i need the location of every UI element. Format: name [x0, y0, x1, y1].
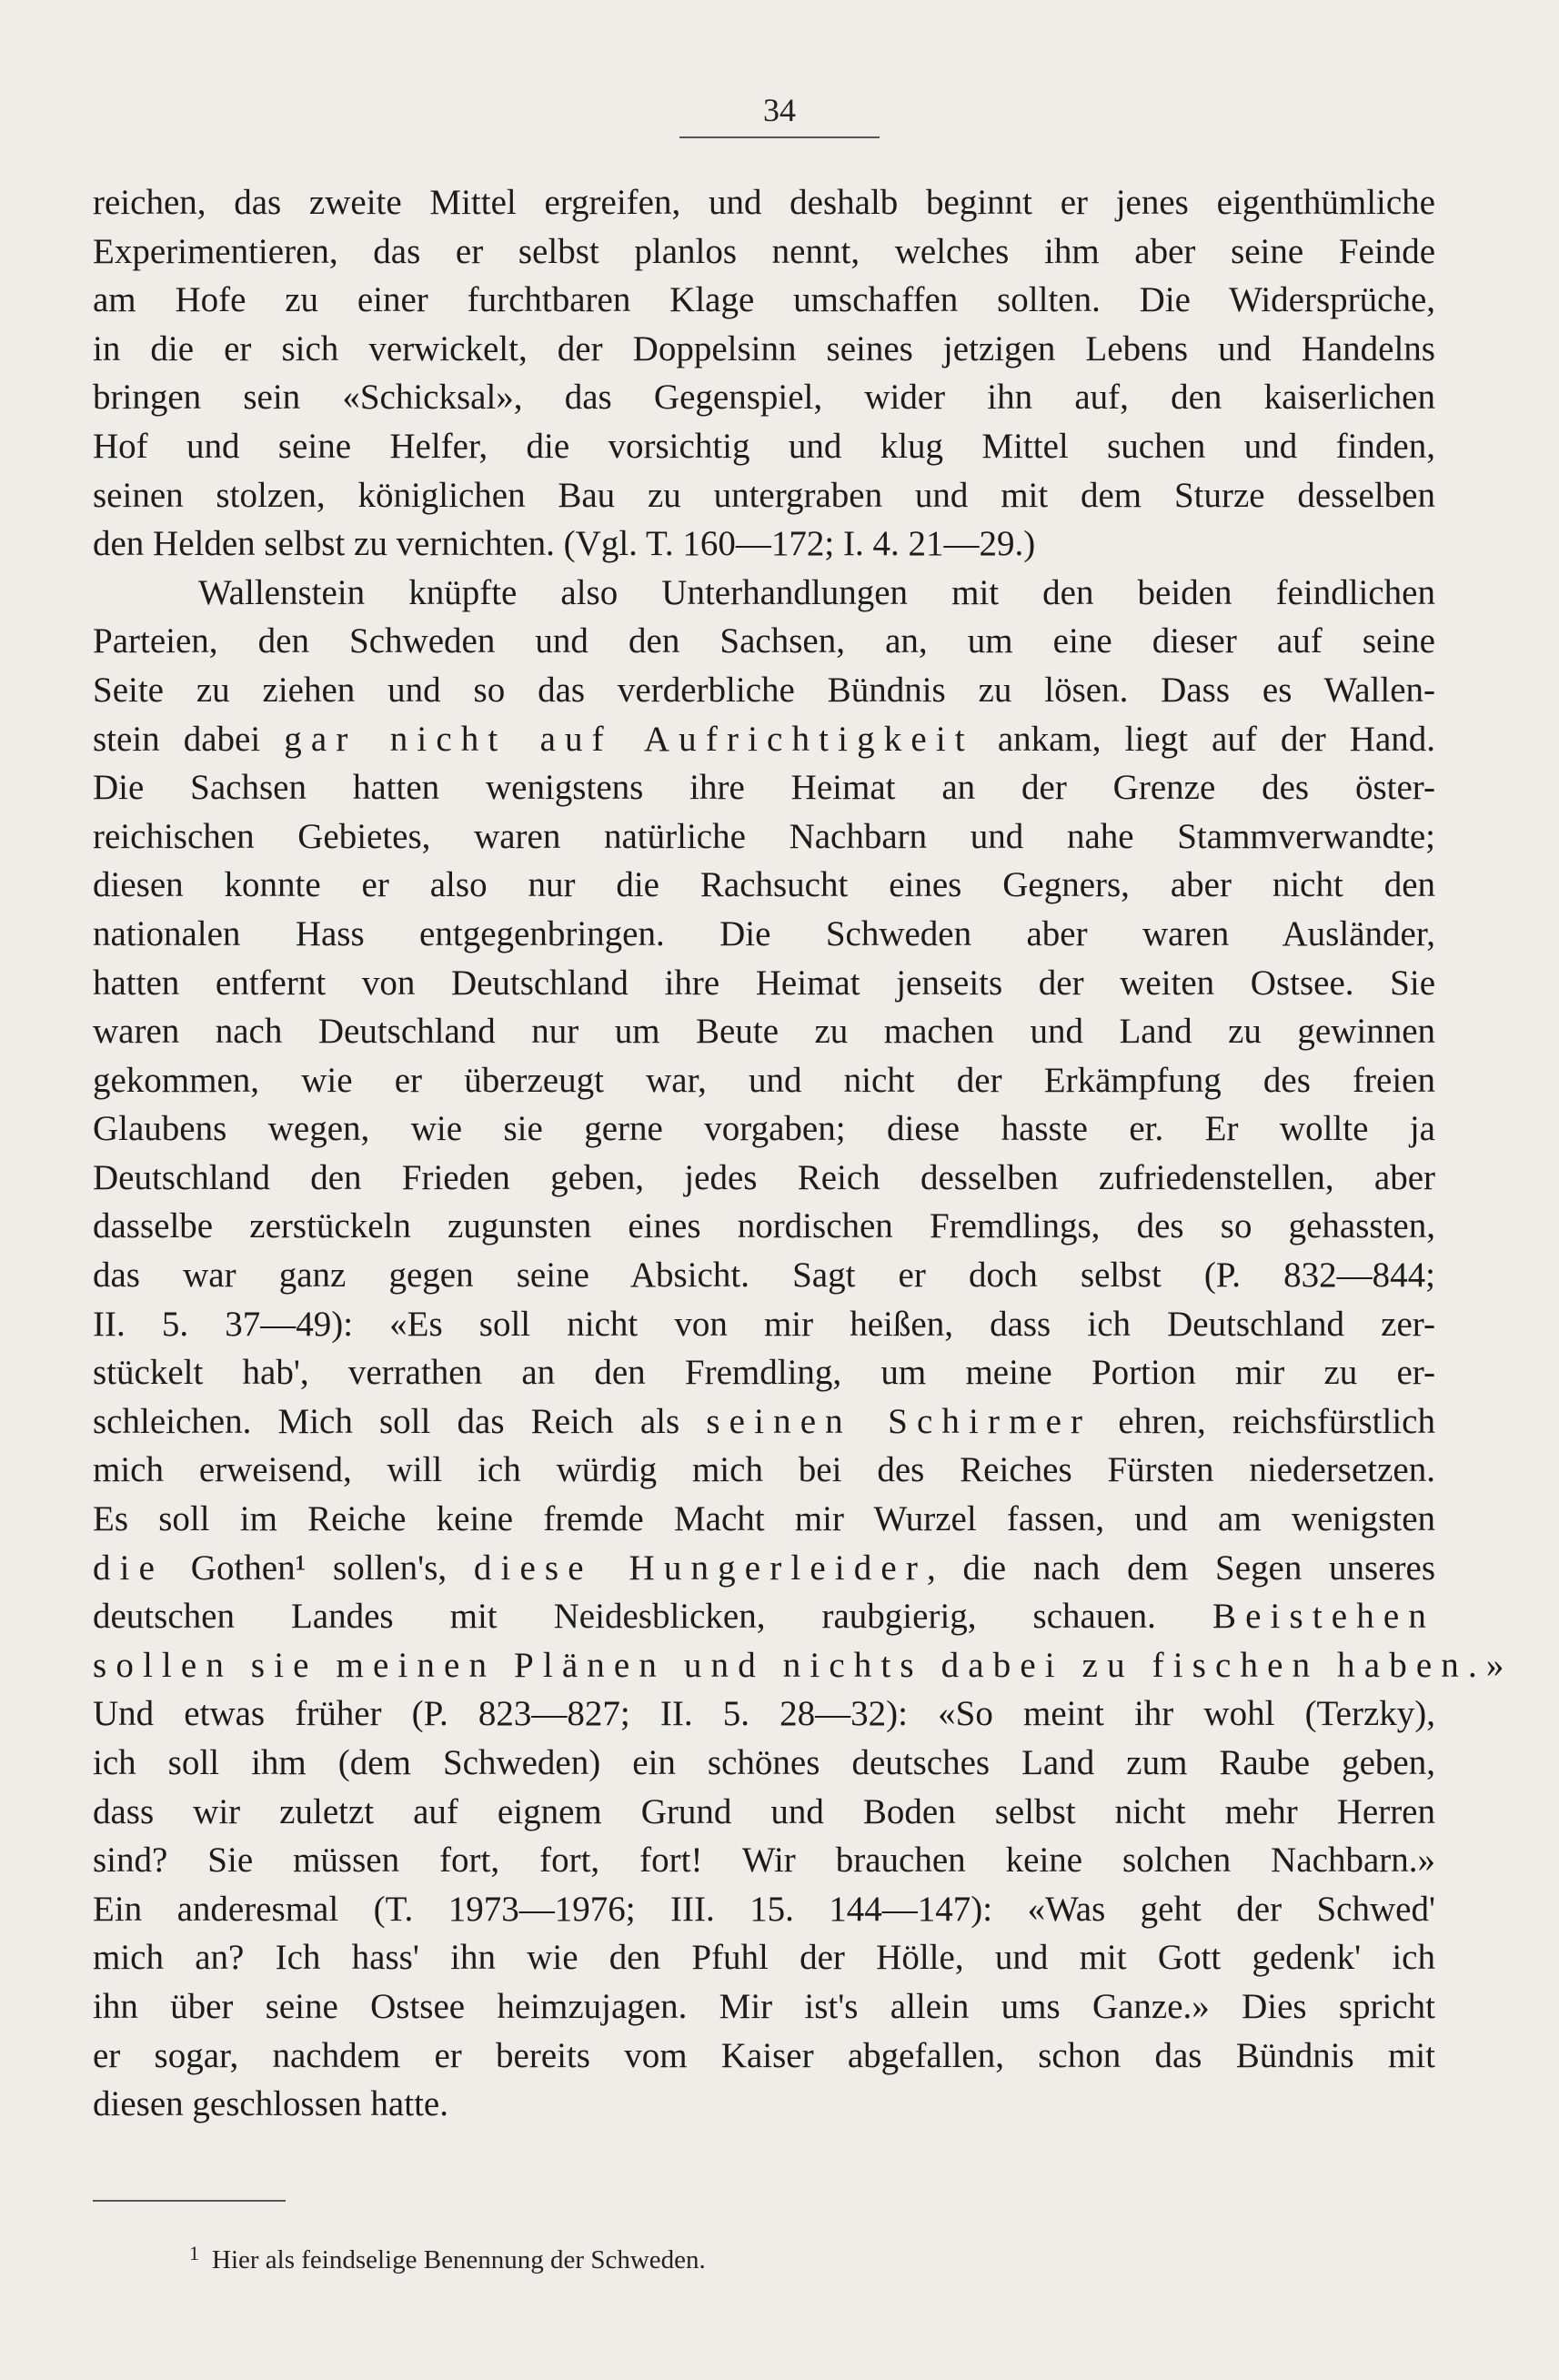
text-line: Glaubens wegen, wie sie gerne vorgaben; diese hasste er. Er wollte ja [93, 1109, 1435, 1149]
text-run: » [1485, 1645, 1504, 1685]
text-line: reichen, das zweite Mittel ergreifen, und deshalb beginnt er jenes eigenthümliche [93, 183, 1435, 222]
text-line: Hof und seine Helfer, die vorsichtig und klug Mittel suchen und finden, [93, 426, 1435, 466]
text-line: ich soll ihm (dem Schweden) ein schönes deutsches Land zum Raube geben, [93, 1743, 1435, 1782]
spaced-emphasis: sollen sie meinen Plänen und nichts dabei zu fischen haben. [93, 1645, 1486, 1685]
spaced-emphasis: Beistehen [1212, 1597, 1435, 1637]
text-line: Deutschland den Frieden geben, jedes Reich desselben zufriedenstellen, aber [93, 1157, 1435, 1197]
text-run: deutschen Landes mit Neidesblicken, raubgierig, schauen. [93, 1597, 1212, 1637]
text-line: in die er sich verwickelt, der Doppelsinn seines jetzigen Lebens und Handelns [93, 328, 1435, 368]
text-line: Die Sachsen hatten wenigstens ihre Heimat an der Grenze des öster- [93, 768, 1435, 808]
text-line: er sogar, nachdem er bereits vom Kaiser abgefallen, schon das Bündnis mit [93, 2035, 1435, 2075]
text-line: Wallenstein knüpfte also Unterhandlungen mit den beiden feindlichen [198, 572, 1435, 612]
text-line: waren nach Deutschland nur um Beute zu machen und Land zu gewinnen [93, 1012, 1435, 1052]
text-line: reichischen Gebietes, waren natürliche Nachbarn und nahe Stammverwandte; [93, 816, 1435, 856]
text-line [93, 1641, 1504, 1690]
text-line: Es soll im Reiche keine fremde Macht mir Wurzel fassen, und am wenigsten [93, 1499, 1435, 1539]
text-line: hatten entfernt von Deutschland ihre Heimat jenseits der weiten Ostsee. Sie [93, 963, 1435, 1003]
text-line: seinen stolzen, königlichen Bau zu untergraben und mit dem Sturze desselben [93, 475, 1435, 515]
footnote-rule [93, 2200, 286, 2202]
text-run: , die nach dem Segen unseres [926, 1548, 1436, 1588]
text-line: das war ganz gegen seine Absicht. Sagt er doch selbst (P. 832—844; [93, 1256, 1435, 1296]
text-line: dasselbe zerstückeln zugunsten eines nordischen Fremdlings, des so gehassten, [93, 1206, 1435, 1246]
body-text [93, 178, 1504, 2129]
text-line: bringen sein «Schicksal», das Gegenspiel, wider ihn auf, den kaiserlichen [93, 378, 1435, 418]
text-line: dass wir zuletzt auf eignem Grund und Boden selbst nicht mehr Herren [93, 1791, 1435, 1831]
text-line: nationalen Hass entgegenbringen. Die Schweden aber waren Ausländer, [93, 913, 1435, 953]
spaced-emphasis: diese Hungerleider [473, 1548, 927, 1588]
text-line: am Hofe zu einer furchtbaren Klage umschaffen sollten. Die Widersprüche, [93, 280, 1435, 320]
text-run: ehren, reichsfürstlich [1091, 1401, 1435, 1441]
text-line: Experimentieren, das er selbst planlos nennt, welches ihm aber seine Feinde [93, 231, 1435, 271]
text-run: stein dabei [93, 719, 285, 759]
text-line: Parteien, den Schweden und den Sachsen, an, um eine dieser auf seine [93, 621, 1435, 661]
footnote-mark: 1 [189, 2242, 199, 2264]
text-line: II. 5. 37—49): «Es soll nicht von mir heißen, dass ich Deutschland zer- [93, 1304, 1435, 1344]
text-line: gekommen, wie er überzeugt war, und nicht der Erkämpfung des freien [93, 1060, 1435, 1100]
text-line: Seite zu ziehen und so das verderbliche Bündnis zu lösen. Dass es Wallen- [93, 670, 1435, 710]
text-line: diesen konnte er also nur die Rachsucht eines Gegners, aber nicht den [93, 865, 1435, 905]
text-line [93, 1592, 1435, 1641]
spaced-emphasis: die [93, 1548, 165, 1588]
text-line [93, 715, 1435, 764]
page-header [0, 91, 1559, 138]
text-line: Und etwas früher (P. 823—827; II. 5. 28—32): «So meint ihr wohl (Terzky), [93, 1694, 1435, 1734]
footnote [189, 2242, 706, 2275]
page-number: 34 [763, 92, 796, 128]
text-line [93, 1397, 1435, 1447]
text-line: mich an? Ich hass' ihn wie den Pfuhl der Hölle, und mit Gott gedenk' ich [93, 1938, 1435, 1978]
text-line: stückelt hab', verrathen an den Fremdling, um meine Portion mir zu er- [93, 1353, 1435, 1393]
text-line: mich erweisend, will ich würdig mich bei des Reiches Fürsten niedersetzen. [93, 1450, 1435, 1490]
text-run: Gothen¹ sollen's, [164, 1548, 474, 1588]
text-line: diesen geschlossen hatte. [93, 2084, 448, 2124]
spaced-emphasis: seinen Schirmer [706, 1401, 1092, 1441]
spaced-emphasis: gar nicht auf Aufrichtigkeit [284, 719, 974, 759]
text-run: schleichen. Mich soll das Reich als [93, 1401, 707, 1441]
header-rule [679, 136, 880, 138]
footnote-text: Hier als feindselige Benennung der Schweden. [212, 2245, 706, 2274]
text-line: sind? Sie müssen fort, fort, fort! Wir brauchen keine solchen Nachbarn.» [93, 1840, 1435, 1881]
text-line: ihn über seine Ostsee heimzujagen. Mir ist's allein ums Ganze.» Dies spricht [93, 1986, 1435, 2026]
text-line: Ein anderesmal (T. 1973—1976; III. 15. 144—147): «Was geht der Schwed' [93, 1889, 1435, 1929]
text-line: den Helden selbst zu vernichten. (Vgl. T. 160—172; I. 4. 21—29.) [93, 524, 1036, 564]
text-run: ankam, liegt auf der Hand. [973, 719, 1435, 759]
text-line [93, 1544, 1435, 1593]
